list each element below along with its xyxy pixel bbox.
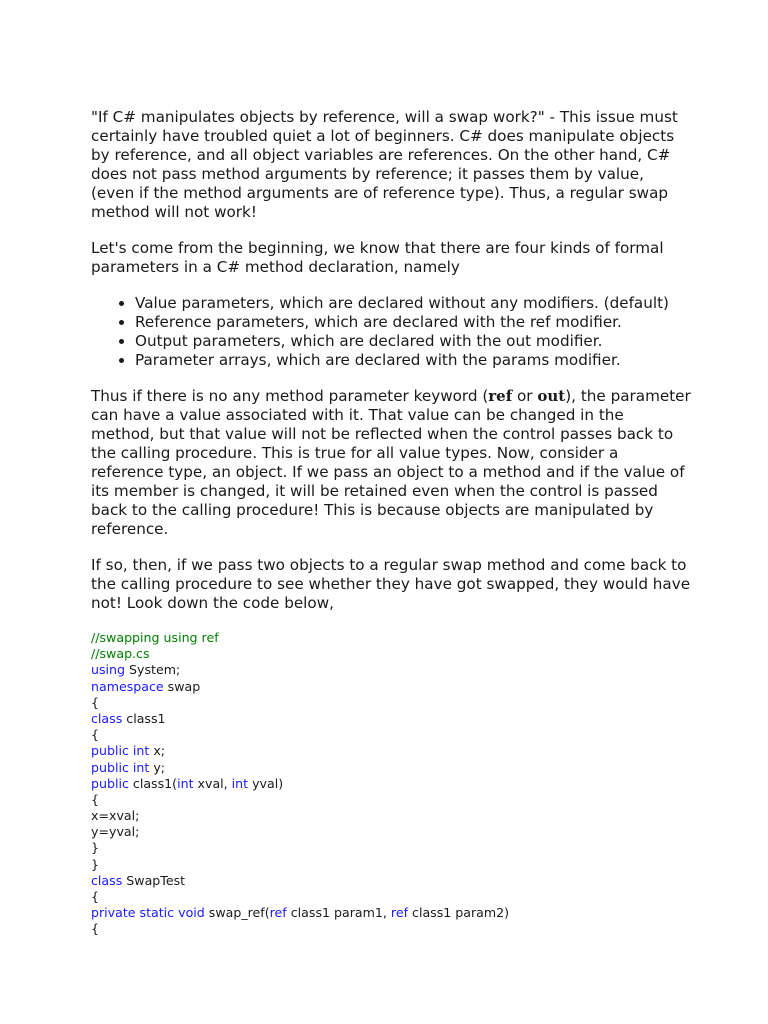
code-line: { — [91, 889, 100, 904]
code-text: swap_ref( — [204, 905, 270, 921]
code-keyword: class — [91, 710, 123, 726]
code-line — [91, 679, 691, 695]
document-page — [91, 108, 691, 938]
ref-keyword: ref — [488, 387, 513, 405]
code-keyword: ref — [390, 905, 409, 921]
code-keyword: public int — [91, 743, 150, 759]
code-text: class1( — [128, 775, 178, 791]
code-line: } — [91, 840, 100, 856]
code-line: y=yval; — [91, 824, 140, 840]
list-item: • Parameter arrays, which are declared with the params modifier. — [135, 351, 691, 370]
code-text: SwapTest — [122, 872, 186, 888]
code-keyword: public int — [91, 759, 150, 775]
code-keyword: private static void — [91, 905, 205, 921]
code-line — [91, 646, 691, 662]
code-text: System; — [125, 662, 181, 678]
code-comment: //swapping using ref — [91, 630, 219, 645]
code-line: x=xval; — [91, 808, 140, 824]
code-text: class1 — [122, 710, 166, 726]
code-line — [91, 662, 691, 678]
intro-paragraph: "If C# manipulates objects by reference, will a swap work?" - This issue must certainly have troubled quiet a lot of beginners. C# does manipulate objects by reference, and all object variables are references. On the other hand, C# does not pass method arguments by reference; it passes them by value, (even if the method arguments are of reference type). Thus, a regular swap method will not work! — [91, 108, 678, 221]
code-keyword: public — [91, 775, 129, 791]
out-keyword: out — [537, 387, 566, 405]
paragraph-text: or — [512, 387, 538, 405]
code-keyword: using — [91, 662, 126, 678]
swap-paragraph: If so, then, if we pass two objects to a regular swap method and come back to the calling procedure to see whether they have got swapped, they would have not! Look down the code below, — [91, 556, 691, 612]
code-text: yval) — [248, 775, 284, 791]
code-line: } — [91, 856, 100, 872]
code-line — [91, 776, 691, 792]
code-text: y; — [149, 759, 166, 775]
code-line — [91, 630, 691, 646]
code-text: x; — [149, 743, 166, 759]
code-line: { — [91, 727, 100, 743]
list-item: • Reference parameters, which are declared with the ref modifier. — [135, 313, 691, 332]
code-text: class1 param2) — [408, 905, 510, 921]
list-item: • Output parameters, which are declared with the out modifier. — [135, 332, 691, 351]
code-line — [91, 743, 691, 759]
paragraph-text: Thus if there is no any method parameter keyword ( — [91, 387, 489, 405]
code-line — [91, 905, 691, 921]
value-types-paragraph — [91, 387, 691, 539]
code-text: swap — [163, 678, 201, 694]
code-line: { — [91, 791, 100, 807]
code-line — [91, 711, 691, 727]
parameters-intro-paragraph: Let's come from the beginning, we know that there are four kinds of formal parameters in a C# method declaration, namely — [91, 239, 664, 276]
paragraph-text: ), the parameter can have a value associated with it. That value can be changed in the method, but that value will not be reflected when the control passes back to the calling procedure. This is true for all value types. Now, consider a reference type, an object. If we pass an object to a method and if the value of its member is changed, it will be retained even when the control is passed back to the calling procedure! This is because objects are manipulated by reference. — [91, 387, 691, 538]
code-keyword: int — [231, 775, 249, 791]
code-line — [91, 760, 691, 776]
code-line: { — [91, 694, 100, 710]
code-keyword: namespace — [91, 678, 164, 694]
code-keyword: ref — [269, 905, 287, 921]
list-item: • Value parameters, which are declared without any modifiers. (default) — [135, 294, 691, 313]
code-listing — [91, 630, 691, 938]
code-line: { — [91, 921, 100, 937]
parameter-kinds-list — [91, 294, 691, 370]
code-text: class1 param1, — [286, 905, 391, 921]
code-text: xval, — [193, 775, 232, 791]
code-keyword: int — [177, 775, 194, 791]
code-comment: //swap.cs — [91, 646, 150, 662]
code-keyword: class — [91, 872, 123, 888]
code-line — [91, 873, 691, 889]
